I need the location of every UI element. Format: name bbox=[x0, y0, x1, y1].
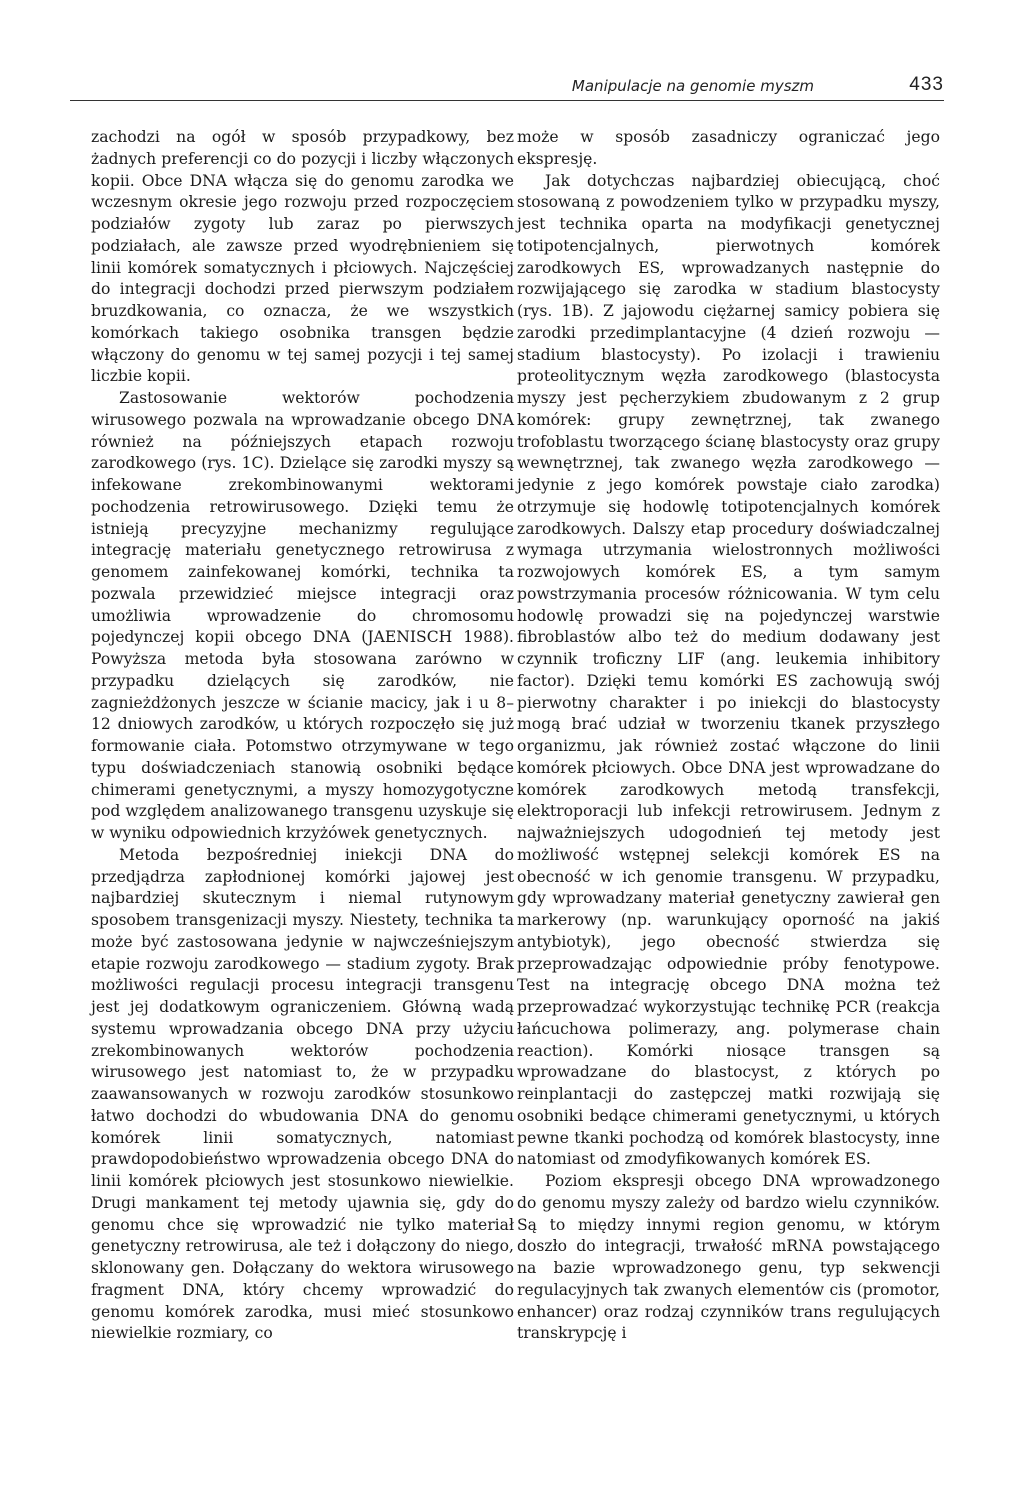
running-header bbox=[70, 76, 944, 102]
left-column bbox=[91, 127, 514, 1345]
paragraph: Zastosowanie wektorów pochodzenia wirusowego pozwala na wprowadzanie obcego DNA również na późniejszych etapach rozwoju zarodkowego (rys. 1C). Dzielące się zarodki myszy są infekowane zrekombinowanymi wektorami pochodzenia retrowirusowego. Dzięki temu że istnieją precyzyjne mechanizmy regulujące integrację materiału genetycznego retrowirusa z genomem zainfekowanej komórki, technika ta pozwala przewidzieć miejsce integracji oraz umożliwia wprowadzenie do chromosomu pojedynczej kopii obcego DNA (JAENISCH 1988). Powyższa metoda była stosowana zarówno w przypadku dzielących się zarodków, nie zagnieżdżonych jeszcze w ścianie macicy, jak i u 8–12 dniowych zarodków, u których rozpoczęło się już formowanie ciała. Potomstwo otrzymywane w tego typu doświadczeniach stanowią osobniki będące chimerami genetycznymi, a myszy homozygotyczne pod względem analizowanego transgenu uzyskuje się w wyniku odpowiednich krzyżówek genetycznych. bbox=[91, 389, 514, 842]
paragraph: może w sposób zasadniczy ograniczać jego ekspresję. bbox=[517, 128, 940, 168]
paragraph: Jak dotychczas najbardziej obiecującą, choć stosowaną z powodzeniem tylko w przypadku myszy, jest technika oparta na modyfikacji genetycznej totipotencjalnych, pierwotnych komórek zarodkowych ES, wprowadzanych następnie do rozwijającego się zarodka w stadium blastocysty (rys. 1B). Z jajowodu ciężarnej samicy pobiera się zarodki przedimplantacyjne (4 dzień rozwoju — stadium blastocysty). Po izolacji i trawieniu proteolitycznym węzła zarodkowego (blastocysta myszy jest pęcherzykiem zbudowanym z 2 grup komórek: grupy zewnętrznej, tak zwanego trofoblastu tworzącego ścianę blastocysty oraz grupy wewnętrznej, tak zwanego węzła zarodkowego — jedynie z jego komórek powstaje ciało zarodka) otrzymuje się hodowlę totipotencjalnych komórek zarodkowych. Dalszy etap procedury doświadczalnej wymaga utrzymania wielostronnych możliwości rozwojowych komórek ES, a tym samym powstrzymania procesów różnicowania. W tym celu hodowlę prowadzi się na pojedynczej warstwie fibroblastów albo też do medium dodawany jest czynnik troficzny LIF (ang. leukemia inhibitory factor). Dzięki temu komórki ES zachowują swój pierwotny charakter i po iniekcji do blastocysty mogą brać udział w tworzeniu tkanek przyszłego organizmu, jak również zostać włączone do linii komórek płciowych. Obce DNA jest wprowadzane do komórek zarodkowych metodą transfekcji, elektroporacji lub infekcji retrowirusem. Jednym z najważniejszych udogodnień tej metody jest możliwość wstępnej selekcji komórek ES na obecność w ich genomie transgenu. W przypadku, gdy wprowadzany materiał genetyczny zawierał gen markerowy (np. warunkujący oporność na jakiś antybiotyk), jego obecność stwierdza się przeprowadzając odpowiednie próby fenotypowe. Test na integrację obcego DNA można też przeprowadzać wykorzystując technikę PCR (reakcja łańcuchowa polimerazy, ang. polymerase chain reaction). Komórki niosące transgen są wprowadzane do blastocyst, z których po reinplantacji do zastępczej matki rozwijają się osobniki bedące chimerami genetycznymi, u których pewne tkanki pochodzą od komórek blastocysty, inne natomiast od zmodyfikowanych komórek ES. bbox=[517, 171, 940, 1169]
paragraph: Poziom ekspresji obcego DNA wprowadzonego do genomu myszy zależy od bardzo wielu czynników. Są to między innymi region genomu, w którym doszło do integracji, trwałość mRNA powstającego na bazie wprowadzonego genu, typ sekwencji regulacyjnych tak zwanych elementów cis (promotor, enhancer) oraz rodzaj czynników trans regulujących transkrypcję i bbox=[517, 1172, 940, 1343]
running-title: Manipulacje na genomie myszm bbox=[571, 77, 814, 95]
paragraph: zachodzi na ogół w sposób przypadkowy, bez żadnych preferencji co do pozycji i liczby włączonych kopii. Obce DNA włącza się do genomu zarodka we wczesnym okresie jego rozwoju przed rozpoczęciem podziałów zygoty lub zaraz po pierwszych podziałach, ale zawsze przed wyodrębnieniem się linii komórek somatycznych i płciowych. Najczęściej do integracji dochodzi przed pierwszym podziałem bruzdkowania, co oznacza, że we wszystkich komórkach takiego osobnika transgen będzie włączony do genomu w tej samej pozycji i tej samej liczbie kopii. bbox=[91, 128, 514, 386]
right-column bbox=[517, 127, 940, 1345]
header-rule bbox=[70, 100, 944, 101]
paragraph: Metoda bezpośredniej iniekcji DNA do przedjądrza zapłodnionej komórki jajowej jest najbardziej skutecznym i niemal rutynowym sposobem transgenizacji myszy. Niestety, technika ta może być zastosowana jedynie w najwcześniejszym etapie rozwoju zarodkowego — stadium zygoty. Brak możliwości regulacji procesu integracji transgenu jest jej dodatkowym ograniczeniem. Główną wadą systemu wprowadzania obcego DNA przy użyciu zrekombinowanych wektorów pochodzenia wirusowego jest natomiast to, że w przypadku zaawansowanych w rozwoju zarodków stosunkowo łatwo dochodzi do wbudowania DNA do genomu komórek linii somatycznych, natomiast prawdopodobieństwo wprowadzenia obcego DNA do linii komórek płciowych jest stosunkowo niewielkie. Drugi mankament tej metody ujawnia się, gdy do genomu chce się wprowadzić nie tylko materiał genetyczny retrowirusa, ale też i dołączony do niego, sklonowany gen. Dołączany do wektora wirusowego fragment DNA, który chcemy wprowadzić do genomu komórek zarodka, musi mieć stosunkowo niewielkie rozmiary, co bbox=[91, 845, 514, 1343]
page-number: 433 bbox=[909, 74, 944, 95]
